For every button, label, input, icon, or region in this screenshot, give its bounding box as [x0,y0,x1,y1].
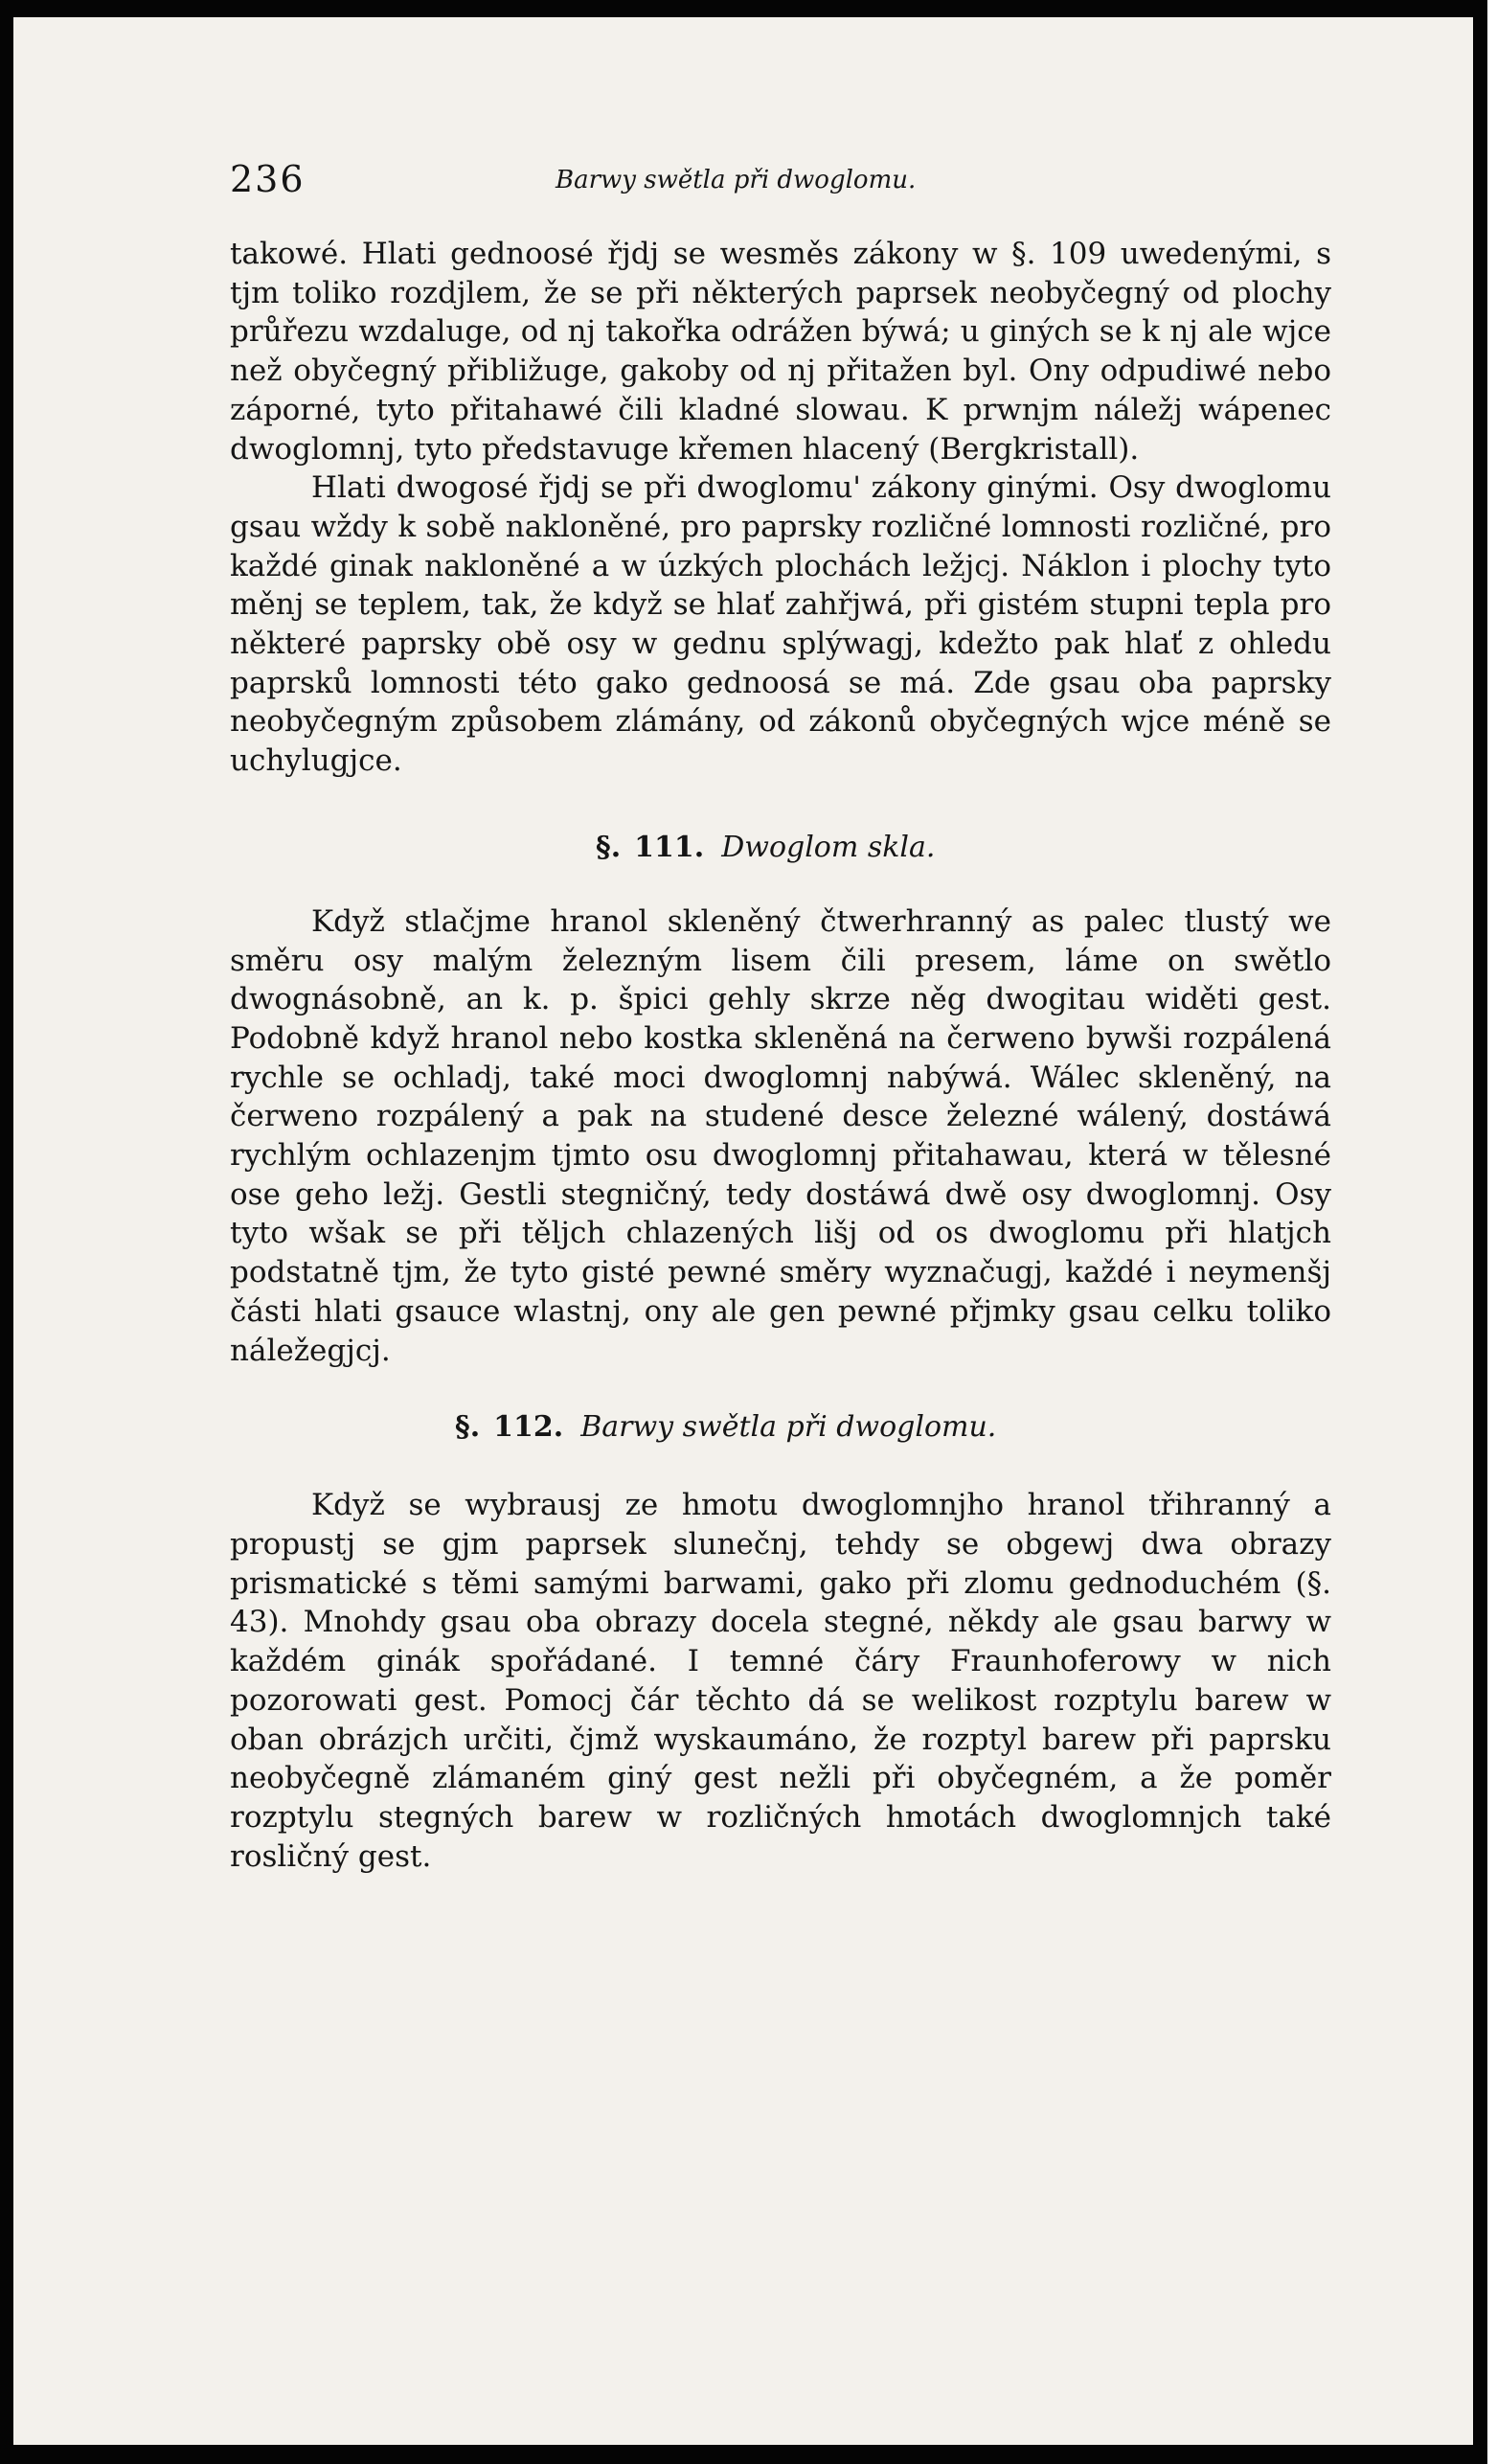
section-number: 111. [634,830,705,864]
paragraph-4: Když se wybrausj ze hmotu dwoglomnjho hranol třihranný a propustj se gjm paprsek slunečnj, tehdy se obgewj dwa obrazy prismatické s těmi samými barwami, gako při zlomu gednoduchém (§. 43). Mnohdy gsau oba obrazy docela stegné, někdy ale gsau barwy w každém ginák spořádané. I temné čáry Fraunhoferowy w nich pozorowati gest. Pomocj čár těchto dá se welikost rozptylu barew w oban obrázjch určiti, čjmž wyskaumáno, že rozptyl barew při paprsku neobyčegně zlámaném giný gest nežli při obyčegném, a že poměr rozptylu stegných barew w rozličných hmotách dwoglomnjch také rosličný gest. [230,1488,1331,1874]
section-number: 112. [493,1410,564,1445]
page-content [230,158,1331,1876]
section-title: Barwy swětla při dwoglomu. [580,1410,997,1445]
section-symbol: §. [455,1410,481,1445]
section-title: Dwoglom skla. [721,830,936,864]
section-heading-111 [230,831,1331,864]
running-title: Barwy swětla při dwoglomu. [556,166,917,194]
paragraph-2: Hlati dwogosé řjdj se při dwoglomu' zákony ginými. Osy dwoglomu gsau wždy k sobě nakloněné, pro paprsky rozličné lomnosti rozličné, pro každé ginak nakloněné a w úzkých plochách ležjcj. Náklon i plochy tyto měnj se teplem, tak, že když se hlať zahřjwá, při gistém stupni tepla pro některé paprsky obě osy w gednu splýwagj, kdežto pak hlať z ohledu paprsků lomnosti této gako gednoosá se má. Zde gsau oba paprsky neobyčegným způsobem zlámány, od zákonů obyčegných wjce méně se uchylugjce. [230,470,1331,779]
page-header [230,158,1331,216]
paragraph-1: takowé. Hlati gednoosé řjdj se wesměs zákony w §. 109 uwedenými, s tjm toliko rozdjlem, že se při některých paprsek neobyčegný od plochy průřezu wzdaluge, od nj takořka odrážen býwá; u giných se k nj ale wjce než obyčegný přibližuge, gakoby od nj přitažen byl. Ony odpudiwé nebo záporné, tyto přitahawé čili kladné slowau. K prwnjm náležj wápenec dwoglomnj, tyto představuge křemen hlacený (Bergkristall). [230,237,1331,467]
page-number: 236 [230,158,306,200]
scan-edge [1487,0,1497,2464]
section-heading-112 [230,1410,1331,1444]
paragraph-3: Když stlačjme hranol skleněný čtwerhranný as palec tlustý we směru osy malým železným lisem čili presem, láme on swětlo dwognásobně, an k. p. špici gehly skrze něg dwogitau widěti gest. Podobně když hranol nebo kostka skleněná na čerweno bywši rozpálená rychle se ochladj, také moci dwoglomnj nabýwá. Wálec skleněný, na čerweno rozpálený a pak na studené desce železné wálený, dostáwá rychlým ochlazenjm tjmto osu dwoglomnj přitahawau, která w tělesné ose geho ležj. Gestli stegničný, tedy dostáwá dwě osy dwoglomnj. Osy tyto wšak se při těljch chlazených lišj od os dwoglomu při hlatjch podstatně tjm, že tyto gisté pewné směry wyznačugj, každé i neymenšj části hlati gsauce wlastnj, ony ale gen pewné přjmky gsau celku toliko náležegjcj. [230,903,1331,1368]
section-symbol: §. [596,830,622,864]
